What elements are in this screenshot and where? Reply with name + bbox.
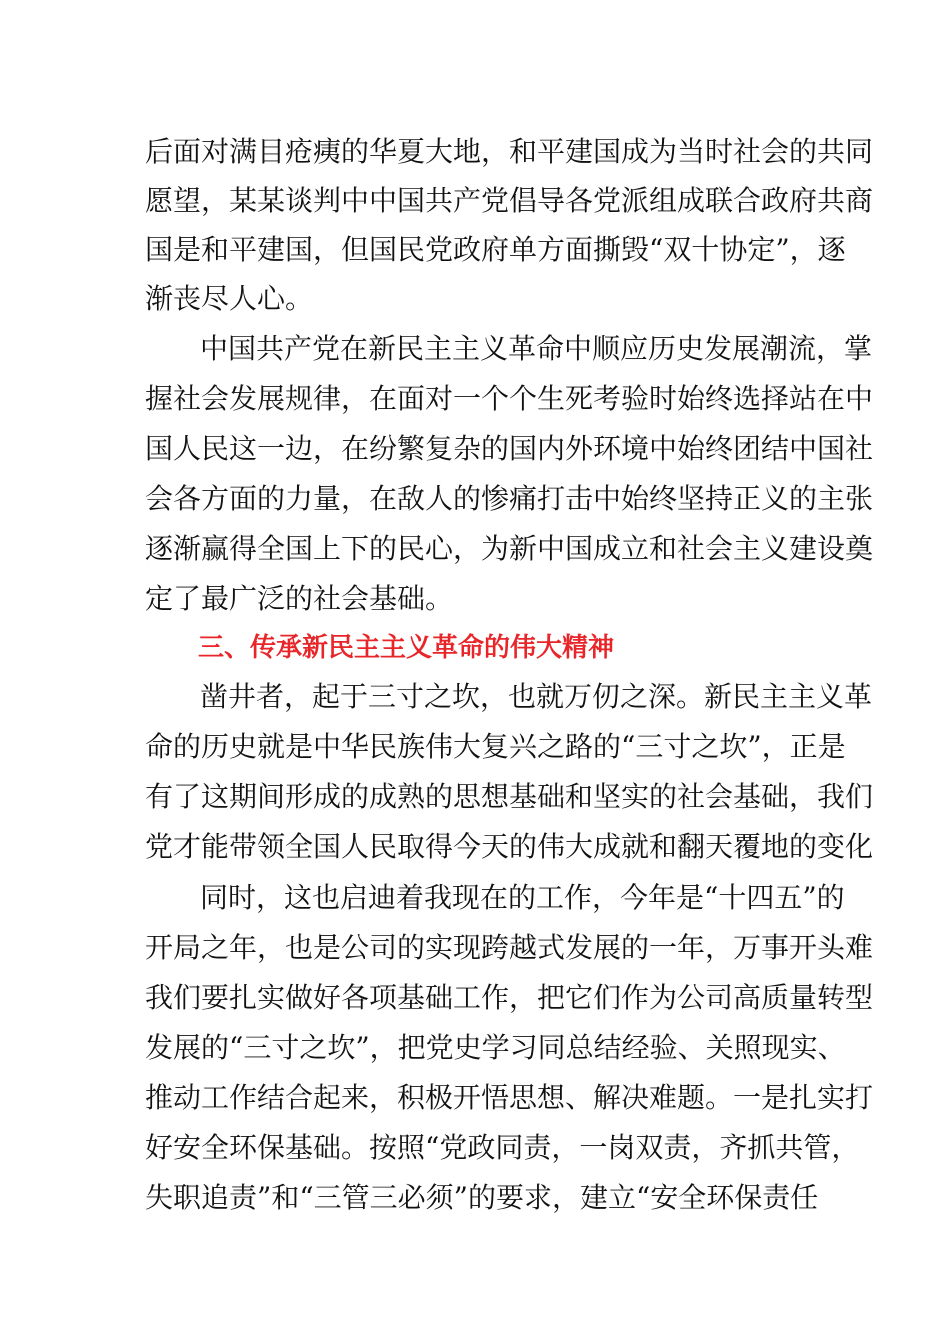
paragraph-4-line-5: 推动工作结合起来，积极开悟思想、解决难题。一是扎实打: [145, 1081, 874, 1114]
paragraph-3-line-4: 党才能带领全国人民取得今天的伟大成就和翻天覆地的变化: [145, 830, 874, 863]
paragraph-4-line-4: 发展的“三寸之坎”，把党史学习同总结经验、关照现实、: [145, 1031, 846, 1064]
paragraph-1-line-1: 后面对满目疮痍的华夏大地，和平建国成为当时社会的共同: [145, 135, 874, 168]
paragraph-2-line-6: 定了最广泛的社会基础。: [145, 582, 454, 615]
paragraph-1-line-2: 愿望，某某谈判中中国共产党倡导各党派组成联合政府共商: [145, 184, 874, 217]
paragraph-2-line-2: 握社会发展规律，在面对一个个生死考验时始终选择站在中: [145, 382, 874, 415]
paragraph-4-line-7: 失职追责”和“三管三必须”的要求，建立“安全环保责任: [145, 1181, 819, 1214]
paragraph-2-line-3: 国人民这一边，在纷繁复杂的国内外环境中始终团结中国社: [145, 432, 874, 465]
paragraph-3-line-2: 命的历史就是中华民族伟大复兴之路的“三寸之坎”，正是: [145, 730, 846, 763]
paragraph-4-line-2: 开局之年，也是公司的实现跨越式发展的一年，万事开头难: [145, 931, 874, 964]
paragraph-4-line-3: 我们要扎实做好各项基础工作，把它们作为公司高质量转型: [145, 981, 874, 1014]
paragraph-1-line-4: 渐丧尽人心。: [145, 282, 314, 315]
section-heading: 三、传承新民主主义革命的伟大精神: [198, 633, 615, 663]
paragraph-3-line-3: 有了这期间形成的成熟的思想基础和坚实的社会基础，我们: [145, 780, 874, 813]
paragraph-4-line-6: 好安全环保基础。按照“党政同责，一岗双责，齐抓共管，: [145, 1131, 860, 1164]
paragraph-2-line-4: 会各方面的力量，在敌人的惨痛打击中始终坚持正义的主张: [145, 482, 874, 515]
paragraph-2-line-5: 逐渐赢得全国上下的民心，为新中国成立和社会主义建设奠: [145, 532, 874, 565]
paragraph-3-line-1: 凿井者，起于三寸之坎，也就万仞之深。新民主主义革: [200, 680, 873, 713]
paragraph-2-line-1: 中国共产党在新民主主义革命中顺应历史发展潮流，掌: [200, 332, 873, 365]
paragraph-4-line-1: 同时，这也启迪着我现在的工作，今年是“十四五”的: [200, 881, 845, 914]
paragraph-1-line-3: 国是和平建国，但国民党政府单方面撕毁“双十协定”，逐: [145, 233, 846, 266]
